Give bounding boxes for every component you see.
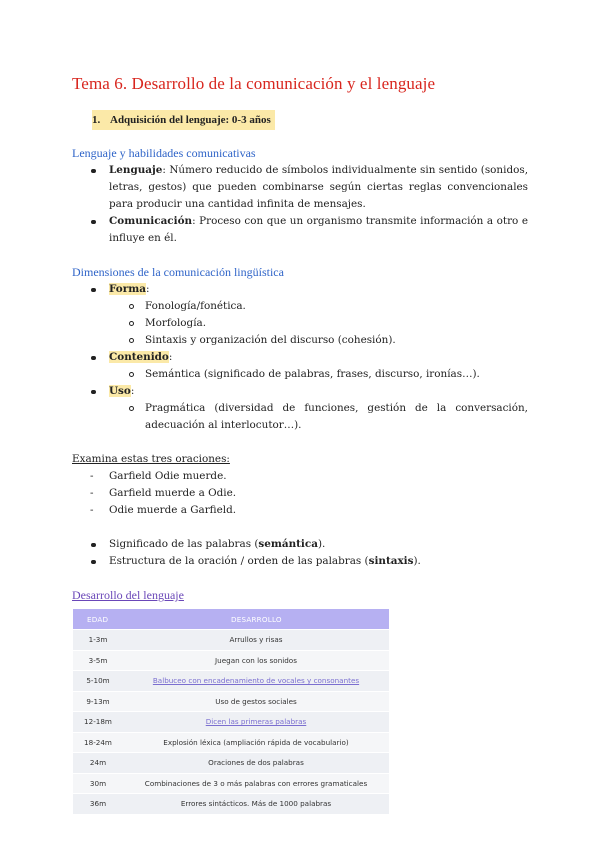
table-row: [73, 732, 389, 753]
section-number: 1.: [92, 114, 101, 126]
table-row: [73, 712, 389, 733]
bullet-icon: [91, 349, 96, 366]
table-row: [73, 794, 389, 814]
note-semantica: [109, 536, 325, 553]
sub-item: Semántica (significado de palabras, frases, discurso, ironías…).: [145, 368, 480, 380]
circle-bullet-icon: [129, 298, 134, 315]
subheading-lenguaje: Lenguaje y habilidades comunicativas: [72, 146, 256, 160]
section-heading: [92, 110, 275, 130]
definition-lenguaje: [109, 162, 528, 213]
bullet-icon: [91, 383, 96, 400]
example-sentence: Garfield muerde a Odie.: [109, 487, 237, 499]
note-sintaxis: [109, 553, 421, 570]
definition-text: : Proceso con que un organismo transmite información a otro e influye en él.: [109, 215, 528, 244]
cell-edad: 5-10m: [73, 671, 123, 692]
cell-desarrollo: Arrullos y risas: [123, 630, 389, 651]
table-row: [73, 753, 389, 774]
example-sentence: Odie muerde a Garfield.: [109, 504, 237, 516]
table-row: [73, 671, 389, 692]
note-text: Significado de las palabras (: [109, 538, 259, 550]
definition-comunicacion: [109, 213, 528, 247]
note-text: Estructura de la oración / orden de las palabras (: [109, 555, 369, 567]
label-contenido: Contenido: [109, 351, 169, 363]
cell-desarrollo: Oraciones de dos palabras: [123, 753, 389, 774]
dimension-forma: [109, 281, 149, 298]
page-title: Tema 6. Desarrollo de la comunicación y el lenguaje: [72, 74, 436, 93]
column-header-edad: EDAD: [73, 609, 123, 630]
sub-item: Pragmática (diversidad de funciones, gestión de la conversación, adecuación al interlocutor…).: [145, 402, 528, 431]
cell-desarrollo-link[interactable]: Dicen las primeras palabras: [123, 712, 389, 733]
sub-item: Fonología/fonética.: [145, 300, 246, 312]
cell-edad: 1-3m: [73, 630, 123, 651]
note-bold: sintaxis: [368, 555, 414, 567]
examina-heading: Examina estas tres oraciones:: [72, 453, 230, 465]
circle-bullet-icon: [129, 332, 134, 349]
note-text: ).: [317, 538, 326, 550]
dash-bullet-icon: -: [90, 470, 94, 482]
term-lenguaje: Lenguaje: [109, 164, 163, 176]
sub-item: Sintaxis y organización del discurso (cohesión).: [145, 334, 396, 346]
separator: :: [130, 385, 135, 397]
separator: :: [145, 283, 150, 295]
section-label: Adquisición del lenguaje: 0-3 años: [110, 114, 271, 126]
cell-desarrollo: Juegan con los sonidos: [123, 650, 389, 671]
circle-bullet-icon: [129, 400, 134, 417]
column-header-desarrollo: DESARROLLO: [123, 609, 389, 630]
dash-bullet-icon: -: [90, 504, 94, 516]
cell-desarrollo: Combinaciones de 3 o más palabras con errores gramaticales: [123, 773, 389, 794]
bullet-icon: [91, 162, 105, 179]
bullet-icon: [91, 553, 96, 570]
circle-bullet-icon: [129, 315, 134, 332]
cell-edad: 9-13m: [73, 691, 123, 712]
cell-edad: 24m: [73, 753, 123, 774]
table-row: [73, 630, 389, 651]
table-row: [73, 691, 389, 712]
desarrollo-heading: Desarrollo del lenguaje: [72, 588, 184, 602]
term-comunicacion: Comunicación: [109, 215, 193, 227]
cell-edad: 12-18m: [73, 712, 123, 733]
definition-text: : Número reducido de símbolos individualmente sin sentido (sonidos, letras, gestos) que pueden combinarse según ciertas reglas convencionales para producir una cantidad infinita de mensajes.: [109, 164, 528, 210]
subheading-dimensiones: Dimensiones de la comunicación lingüística: [72, 265, 284, 279]
bullet-icon: [91, 536, 96, 553]
dimension-contenido: [109, 349, 172, 366]
note-text: ).: [413, 555, 421, 567]
cell-edad: 36m: [73, 794, 123, 814]
cell-desarrollo: Errores sintácticos. Más de 1000 palabras: [123, 794, 389, 814]
bullet-icon: [91, 281, 96, 298]
circle-bullet-icon: [129, 366, 134, 383]
sub-item: Morfología.: [145, 317, 207, 329]
cell-edad: 30m: [73, 773, 123, 794]
cell-edad: 18-24m: [73, 732, 123, 753]
cell-desarrollo: Explosión léxica (ampliación rápida de vocabulario): [123, 732, 389, 753]
dash-bullet-icon: -: [90, 487, 94, 499]
cell-edad: 3-5m: [73, 650, 123, 671]
cell-desarrollo: Uso de gestos sociales: [123, 691, 389, 712]
table-row: [73, 650, 389, 671]
table-header-row: [73, 609, 389, 630]
cell-desarrollo-link[interactable]: Balbuceo con encadenamiento de vocales y consonantes: [123, 671, 389, 692]
example-sentence: Garfield Odie muerde.: [109, 470, 227, 482]
table-row: [73, 773, 389, 794]
separator: :: [168, 351, 173, 363]
label-uso: Uso: [109, 385, 131, 397]
label-forma: Forma: [109, 283, 146, 295]
development-table: [73, 609, 389, 814]
bullet-icon: [91, 213, 105, 230]
note-bold: semántica: [258, 538, 318, 550]
dimension-uso: [109, 383, 134, 400]
